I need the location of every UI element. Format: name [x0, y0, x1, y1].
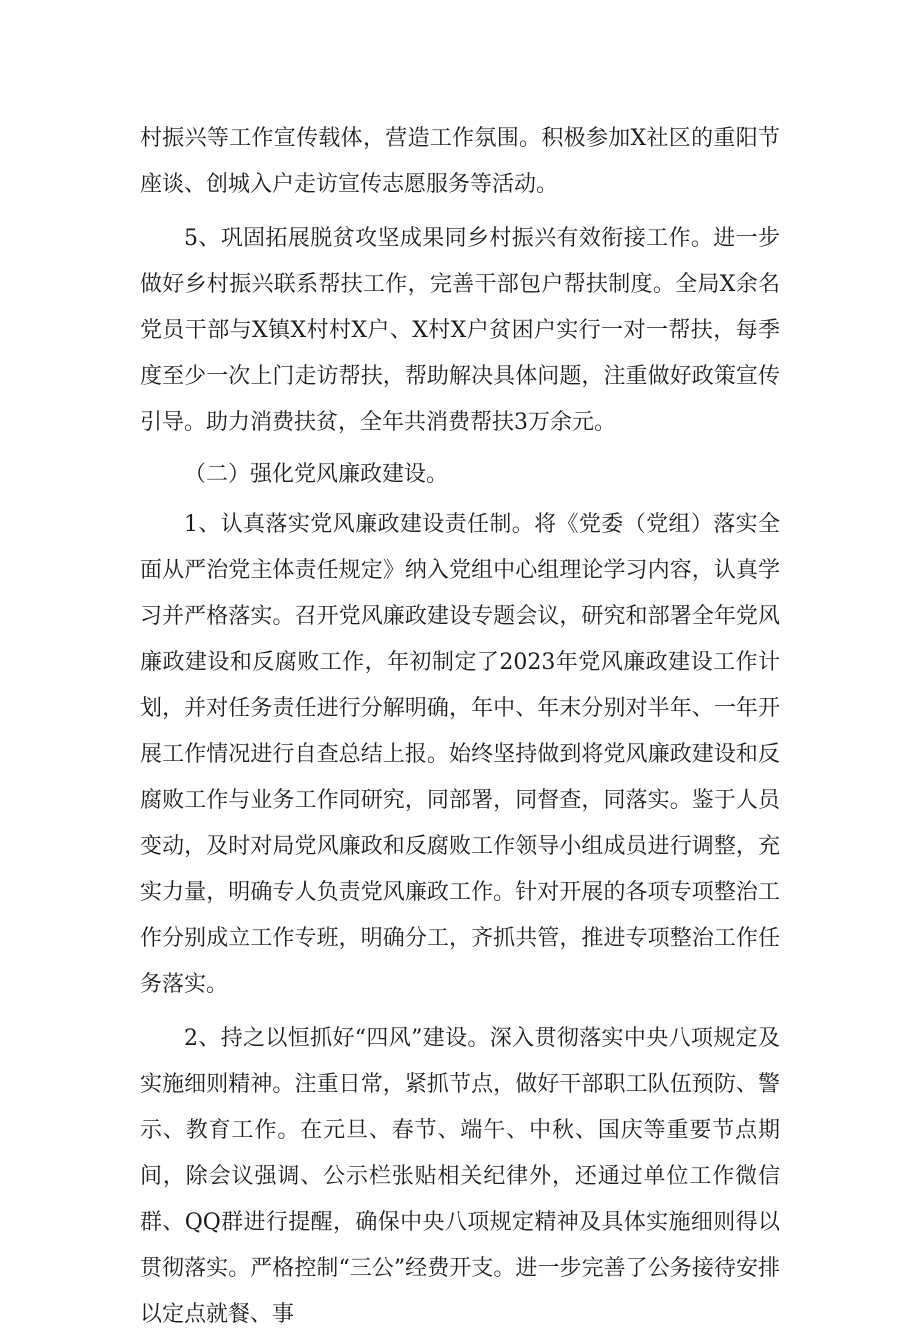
paragraph-item-2: 2、持之以恒抓好“四风”建设。深入贯彻落实中央八项规定及实施细则精神。注重日常，紧抓节点，做好干部职工队伍预防、警示、教育工作。在元旦、春节、端午、中秋、国庆等重要节点期间，除会议强调、公示栏张贴相关纪律外，还通过单位工作微信群、QQ群进行提醒，确保中央八项规定精神及具体实施细则得以贯彻落实。严格控制“三公”经费开支。进一步完善了公务接待安排以定点就餐、事	[140, 1026, 780, 1327]
section-heading: （二）强化党风廉政建设。	[184, 462, 449, 487]
paragraph-item-5: 5、巩固拓展脱贫攻坚成果同乡村振兴有效衔接工作。进一步做好乡村振兴联系帮扶工作，完善干部包户帮扶制度。全局X余名党员干部与X镇X村村X户、X村X户贫困户实行一对一帮扶，每季度至少一次上门走访帮扶，帮助解决具体问题，注重做好政策宣传引导。助力消费扶贫，全年共消费帮扶3万余元。	[140, 226, 780, 435]
paragraph-item-1: 1、认真落实党风廉政建设责任制。将《党委（党组）落实全面从严治党主体责任规定》纳入党组中心组理论学习内容，认真学习并严格落实。召开党风廉政建设专题会议，研究和部署全年党风廉政建设和反腐败工作，年初制定了2023年党风廉政建设工作计划，并对任务责任进行分解明确，年中、年末分别对半年、一年开展工作情况进行自查总结上报。始终坚持做到将党风廉政建设和反腐败工作与业务工作同研究，同部署，同督查，同落实。鉴于人员变动，及时对局党风廉政和反腐败工作领导小组成员进行调整，充实力量，明确专人负责党风廉政工作。针对开展的各项专项整治工作分别成立工作专班，明确分工，齐抓共管，推进专项整治工作任务落实。	[140, 512, 780, 997]
paragraph-continuation: 村振兴等工作宣传载体，营造工作氛围。积极参加X社区的重阳节座谈、创城入户走访宣传志愿服务等活动。	[140, 126, 780, 197]
document-body	[140, 116, 780, 1338]
